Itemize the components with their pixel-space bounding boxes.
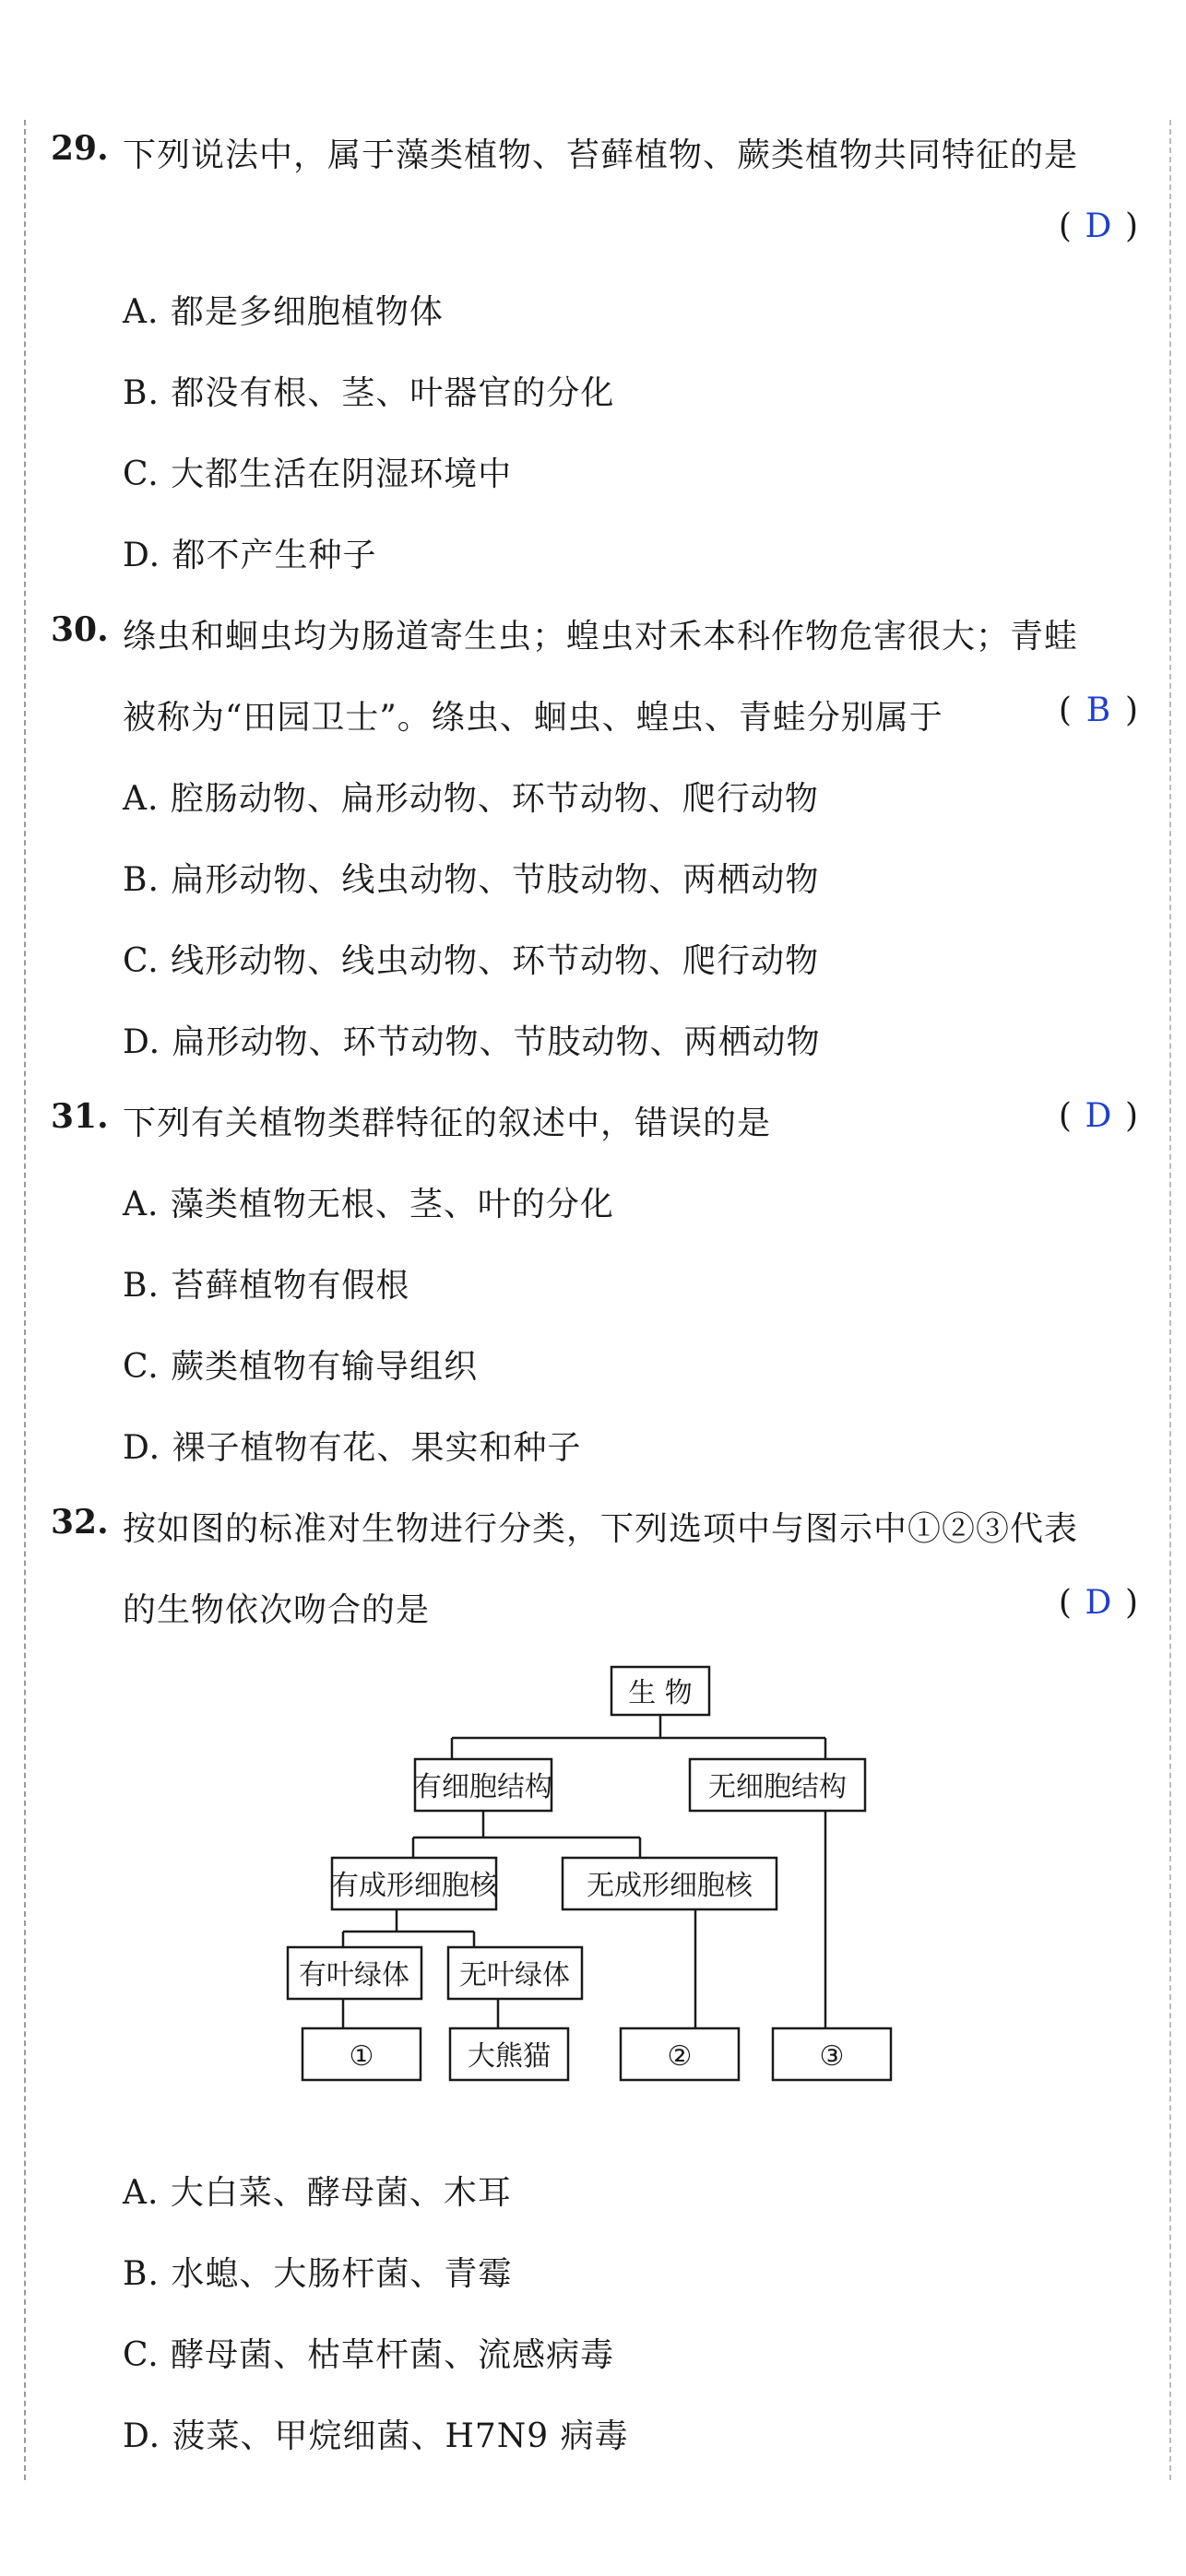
option-c: C. 蕨类植物有输导组织 [123, 1348, 479, 1386]
paren-open: ( [1058, 1097, 1072, 1135]
leaf-2: ② [667, 2040, 693, 2073]
option-d: D. 扁形动物、环节动物、节肢动物、两栖动物 [123, 1023, 821, 1061]
question-stem-line: 下列说法中，属于藻类植物、苔藓植物、蕨类植物共同特征的是 [123, 136, 1079, 174]
node-cellular: 有细胞结构 [414, 1771, 552, 1803]
question-stem-line: 的生物依次吻合的是 [123, 1591, 431, 1629]
left-margin-line [24, 120, 26, 2480]
paren-open: ( [1058, 207, 1072, 245]
node-acellular: 无细胞结构 [708, 1771, 847, 1803]
question-stem-line: 下列有关植物类群特征的叙述中，错误的是 [123, 1105, 772, 1142]
option-c: C. 线形动物、线虫动物、环节动物、爬行动物 [123, 942, 820, 980]
answer-letter: D [1085, 1584, 1112, 1622]
paren-close: ) [1124, 207, 1138, 245]
question-number: 31. [51, 1097, 109, 1136]
question-number: 30. [51, 610, 109, 649]
classification-diagram [277, 1650, 922, 2102]
option-d: D. 菠菜、甲烷细菌、H7N9 病毒 [123, 2417, 629, 2455]
option-d: D. 裸子植物有花、果实和种子 [123, 1429, 582, 1467]
node-root: 生 物 [628, 1677, 693, 1709]
paren-open: ( [1058, 1584, 1072, 1622]
right-margin-line [1169, 120, 1171, 2480]
paren-close: ) [1124, 1584, 1138, 1622]
option-b: B. 水螅、大肠杆菌、青霉 [123, 2255, 513, 2293]
answer-letter: D [1085, 207, 1112, 245]
option-c: C. 大都生活在阴湿环境中 [123, 455, 513, 493]
option-a: A. 腔肠动物、扁形动物、环节动物、爬行动物 [123, 780, 819, 818]
answer-bracket [1059, 1097, 1138, 1135]
option-d: D. 都不产生种子 [123, 537, 377, 574]
leaf-3: ③ [819, 2040, 845, 2073]
option-a: A. 藻类植物无根、茎、叶的分化 [123, 1186, 614, 1223]
question-number: 32. [51, 1503, 109, 1542]
node-without-nucleus: 无成形细胞核 [587, 1870, 753, 1902]
answer-letter: D [1085, 1097, 1112, 1135]
answer-bracket [1059, 691, 1138, 729]
question-stem-line: 绦虫和蛔虫均为肠道寄生虫；蝗虫对禾本科作物危害很大；青蛙 [123, 618, 1079, 656]
question-stem-line: 按如图的标准对生物进行分类，下列选项中与图示中①②③代表 [123, 1510, 1079, 1548]
paren-close: ) [1124, 691, 1138, 729]
option-a: A. 大白菜、酵母菌、木耳 [123, 2174, 512, 2212]
option-b: B. 都没有根、茎、叶器官的分化 [123, 374, 615, 412]
question-stem-line: 被称为“田园卫士”。绦虫、蛔虫、蝗虫、青蛙分别属于 [123, 699, 943, 737]
answer-letter: B [1085, 691, 1111, 729]
paren-close: ) [1124, 1097, 1138, 1135]
option-b: B. 扁形动物、线虫动物、节肢动物、两栖动物 [123, 861, 820, 899]
node-with-nucleus: 有成形细胞核 [331, 1870, 497, 1902]
option-c: C. 酵母菌、枯草杆菌、流感病毒 [123, 2336, 615, 2374]
paren-open: ( [1058, 691, 1072, 729]
node-with-chloroplast: 有叶绿体 [299, 1959, 409, 1991]
answer-bracket [1059, 1584, 1138, 1622]
option-a: A. 都是多细胞植物体 [123, 293, 444, 331]
answer-bracket [1059, 207, 1138, 245]
node-without-chloroplast: 无叶绿体 [459, 1959, 570, 1991]
leaf-panda: 大熊猫 [468, 2040, 551, 2073]
option-b: B. 苔藓植物有假根 [123, 1267, 410, 1305]
leaf-1: ① [349, 2040, 374, 2073]
question-number: 29. [51, 129, 109, 168]
